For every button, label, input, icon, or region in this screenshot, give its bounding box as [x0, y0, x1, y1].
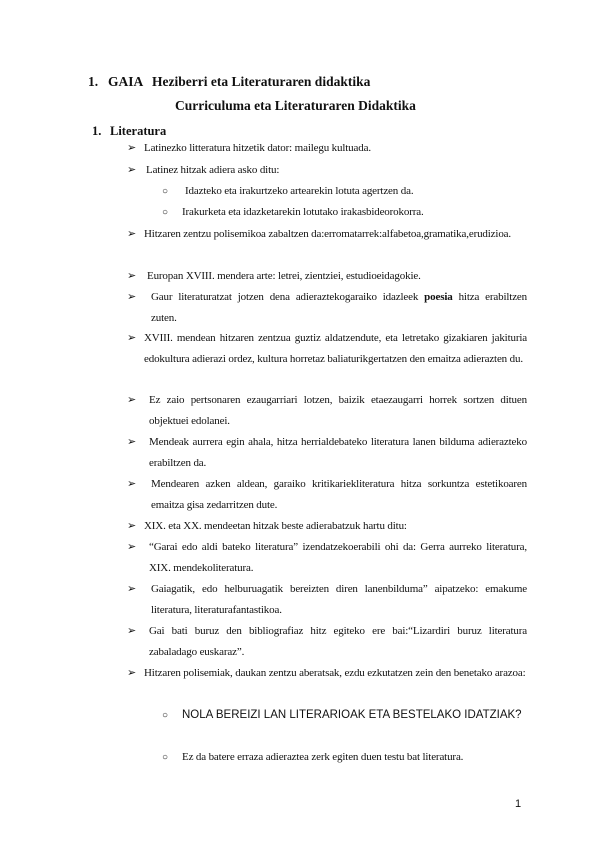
arrow-bullet-icon: ➢	[127, 436, 137, 448]
bold-term: poesia	[424, 291, 453, 303]
list-item: ➢ Gai bati buruz den bibliografiaz hitz egiteko ere bai:“Lizardiri buruz literatura zabaladago euskaraz”.	[127, 621, 527, 663]
arrow-bullet-icon: ➢	[127, 625, 137, 637]
list-item: ➢ XVIII. mendean hitzaren zentzua guztiz aldatzendute, eta letretako gizakiaren jakituria edokultura adierazi ordez, kultura horretaz baliaturikgertatzen den emaitza adierazten du.	[127, 328, 527, 370]
arrow-bullet-icon: ➢	[127, 164, 137, 176]
list-item: ➢ “Garai edo aldi bateko literatura” izendatzekoerabili ohi da: Gerra aurreko literatura, XIX. mendekoliteratura.	[127, 537, 527, 579]
list-item: ➢ Hitzaren polisemiak, daukan zentzu aberatsak, ezdu ezkutatzen zein den benetako arazoa:	[127, 663, 527, 684]
arrow-bullet-icon: ➢	[127, 541, 137, 553]
arrow-bullet-icon: ➢	[127, 520, 137, 532]
arrow-bullet-icon: ➢	[127, 228, 137, 240]
circle-bullet-icon: ○	[162, 752, 168, 763]
chapter-heading	[88, 74, 370, 90]
circle-bullet-icon: ○	[162, 186, 168, 197]
sub-list-item: ○ Idazteko eta irakurtzeko artearekin lotuta agertzen da.	[162, 181, 527, 202]
circle-bullet-icon: ○	[162, 710, 169, 721]
list-item: ➢ Gaur literaturatzat jotzen dena adieraztekogaraiko idazleek poesia hitza erabiltzen zuten.	[127, 287, 527, 329]
arrow-bullet-icon: ➢	[127, 270, 137, 282]
list-item: ➢ Ez zaio pertsonaren ezaugarriari lotzen, baizik etaezaugarri horrek sortzen dituen objektuei edolanei.	[127, 390, 527, 432]
list-item: ➢ Gaiagatik, edo helburuagatik bereizten diren lanenbilduma” aipatzeko: emakume literatura, literaturafantastikoa.	[127, 579, 527, 621]
chapter-label: GAIA	[108, 74, 144, 89]
list-item: ➢ Latinez hitzak adiera asko ditu:	[127, 160, 527, 181]
page-number: 1	[515, 798, 522, 810]
sub-list-item: ○ Ez da batere erraza adieraztea zerk egiten duen testu bat literatura.	[162, 747, 527, 768]
arrow-bullet-icon: ➢	[127, 291, 137, 303]
sub-list-item: ○ NOLA BEREIZI LAN LITERARIOAK ETA BESTELAKO IDATZIAK?	[162, 705, 527, 726]
chapter-title: Heziberri eta Literaturaren didaktika	[152, 74, 371, 89]
list-item: ➢ Mendearen azken aldean, garaiko kritikariekliteratura hitza sorkuntza estetikoaren emaitza gisa zedarritzen dute.	[127, 474, 527, 516]
list-item: ➢ Mendeak aurrera egin ahala, hitza herrialdebateko literatura lanen bilduma adierazteko erabiltzen da.	[127, 432, 527, 474]
arrow-bullet-icon: ➢	[127, 478, 137, 490]
arrow-bullet-icon: ➢	[127, 332, 137, 344]
circle-bullet-icon: ○	[162, 207, 168, 218]
chapter-subtitle: Curriculuma eta Literaturaren Didaktika	[175, 98, 416, 113]
arrow-bullet-icon: ➢	[127, 142, 137, 154]
list-item: ➢ Latinezko litteratura hitzetik dator: mailegu kultuada.	[127, 138, 527, 159]
sub-list-item: ○ Irakurketa eta idazketarekin lotutako irakasbideorokorra.	[162, 202, 527, 223]
arrow-bullet-icon: ➢	[127, 394, 137, 406]
list-item: ➢ Europan XVIII. mendera arte: letrei, zientziei, estudioeidagokie.	[127, 266, 527, 287]
list-item: ➢ Hitzaren zentzu polisemikoa zabaltzen da:erromatarrek:alfabetoa,gramatika,erudizioa.	[127, 224, 527, 245]
section-number: 1.	[92, 124, 102, 138]
section-title: Literatura	[110, 124, 167, 138]
arrow-bullet-icon: ➢	[127, 583, 137, 595]
chapter-number: 1.	[88, 74, 99, 89]
arrow-bullet-icon: ➢	[127, 667, 137, 679]
section-heading	[92, 124, 166, 139]
list-item: ➢ XIX. eta XX. mendeetan hitzak beste adierabatzuk hartu ditu:	[127, 516, 527, 537]
